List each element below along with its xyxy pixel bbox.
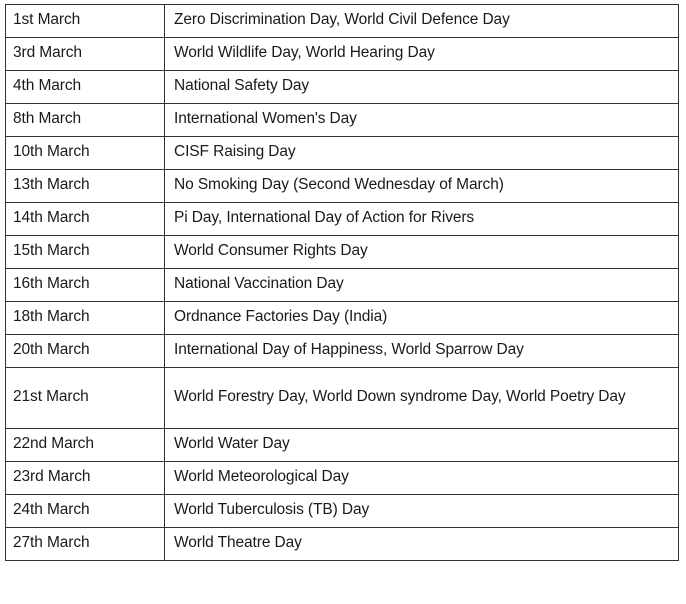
table-row bbox=[6, 236, 679, 269]
cell-event: CISF Raising Day bbox=[165, 137, 679, 170]
table-row bbox=[6, 203, 679, 236]
days-table-container bbox=[5, 4, 678, 561]
table-row bbox=[6, 368, 679, 429]
cell-date: 18th March bbox=[6, 302, 165, 335]
cell-event: World Meteorological Day bbox=[165, 462, 679, 495]
cell-date: 4th March bbox=[6, 71, 165, 104]
cell-event: International Day of Happiness, World Sparrow Day bbox=[165, 335, 679, 368]
cell-date: 16th March bbox=[6, 269, 165, 302]
table-row bbox=[6, 71, 679, 104]
table-row bbox=[6, 462, 679, 495]
cell-event: Pi Day, International Day of Action for Rivers bbox=[165, 203, 679, 236]
cell-event: World Wildlife Day, World Hearing Day bbox=[165, 38, 679, 71]
cell-event: World Theatre Day bbox=[165, 528, 679, 561]
table-row bbox=[6, 335, 679, 368]
table-row bbox=[6, 269, 679, 302]
cell-event: Ordnance Factories Day (India) bbox=[165, 302, 679, 335]
cell-date: 1st March bbox=[6, 5, 165, 38]
cell-date: 27th March bbox=[6, 528, 165, 561]
cell-date: 21st March bbox=[6, 368, 165, 429]
table-row bbox=[6, 137, 679, 170]
cell-event: National Safety Day bbox=[165, 71, 679, 104]
cell-date: 10th March bbox=[6, 137, 165, 170]
cell-date: 23rd March bbox=[6, 462, 165, 495]
cell-event: No Smoking Day (Second Wednesday of March) bbox=[165, 170, 679, 203]
table-row bbox=[6, 104, 679, 137]
important-days-table bbox=[5, 4, 679, 561]
cell-date: 13th March bbox=[6, 170, 165, 203]
cell-event: World Consumer Rights Day bbox=[165, 236, 679, 269]
cell-date: 8th March bbox=[6, 104, 165, 137]
table-row bbox=[6, 5, 679, 38]
cell-date: 20th March bbox=[6, 335, 165, 368]
cell-date: 22nd March bbox=[6, 429, 165, 462]
cell-date: 24th March bbox=[6, 495, 165, 528]
table-row bbox=[6, 302, 679, 335]
cell-event: National Vaccination Day bbox=[165, 269, 679, 302]
cell-event: World Forestry Day, World Down syndrome Day, World Poetry Day bbox=[165, 368, 679, 429]
cell-event: World Water Day bbox=[165, 429, 679, 462]
table-row bbox=[6, 528, 679, 561]
table-body bbox=[6, 5, 679, 561]
table-row bbox=[6, 170, 679, 203]
table-row bbox=[6, 38, 679, 71]
cell-date: 14th March bbox=[6, 203, 165, 236]
cell-event: International Women's Day bbox=[165, 104, 679, 137]
cell-date: 3rd March bbox=[6, 38, 165, 71]
table-row bbox=[6, 429, 679, 462]
cell-event: Zero Discrimination Day, World Civil Defence Day bbox=[165, 5, 679, 38]
table-row bbox=[6, 495, 679, 528]
cell-date: 15th March bbox=[6, 236, 165, 269]
cell-event: World Tuberculosis (TB) Day bbox=[165, 495, 679, 528]
